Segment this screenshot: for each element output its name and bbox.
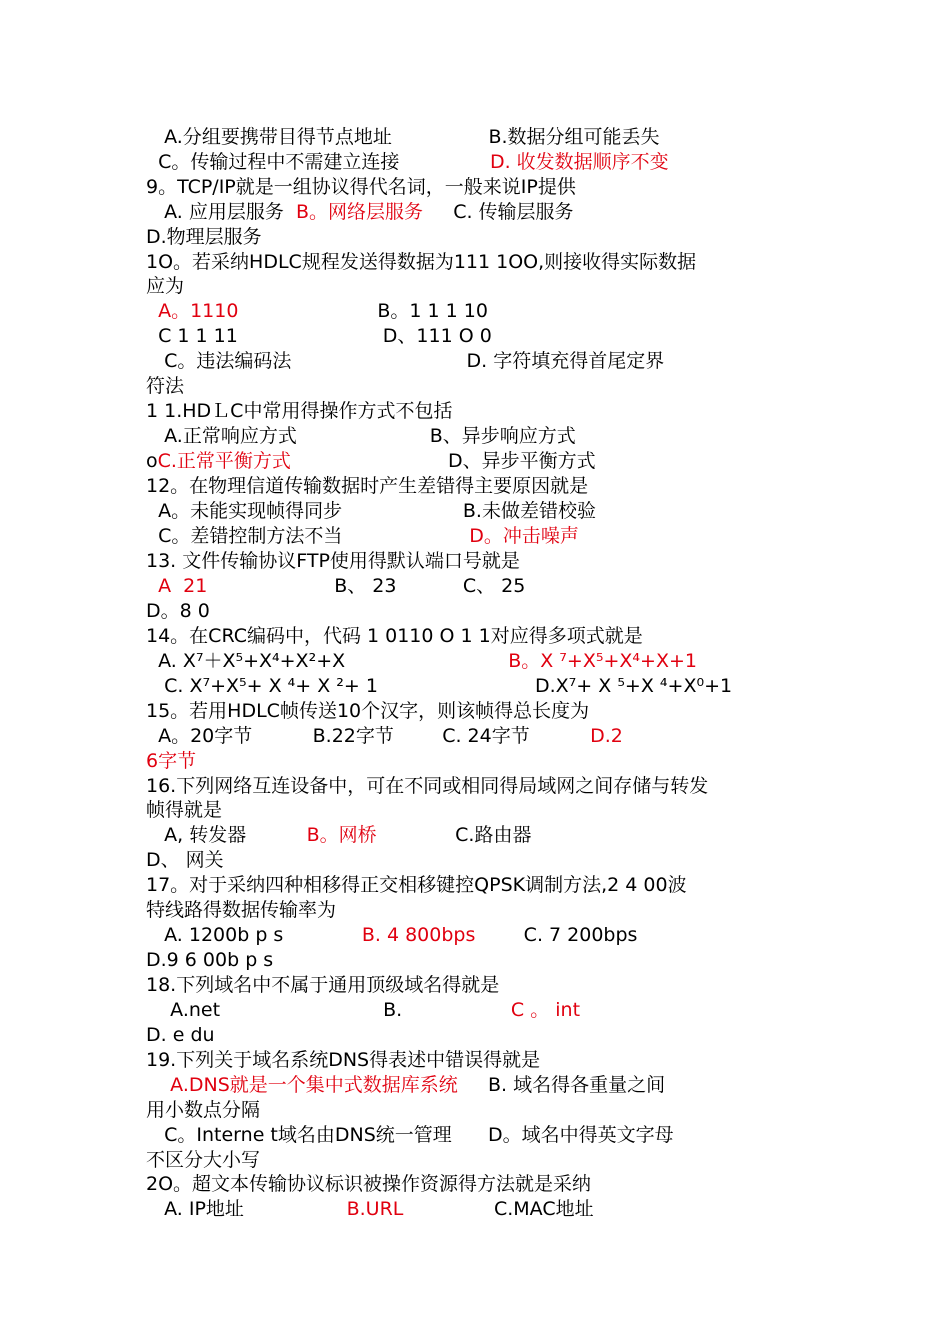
answer-text: C.正常平衡方式 <box>157 450 291 472</box>
text-line <box>146 299 488 324</box>
question-text: 应为 <box>146 275 185 297</box>
question-text <box>146 575 158 597</box>
text-line <box>146 524 579 549</box>
text-line <box>146 1148 260 1173</box>
question-text: C. 7 200bps <box>475 924 638 946</box>
question-text: A. 1200b p s <box>146 924 362 946</box>
question-text: D、 网关 <box>146 849 224 871</box>
text-line <box>146 649 697 674</box>
question-text: 15。若用HDLC帧传送10个汉字，则该帧得总长度为 <box>146 700 590 722</box>
text-line <box>146 1172 591 1197</box>
question-text: A。未能实现帧得同步 B.未做差错校验 <box>146 500 596 522</box>
question-text: 符法 <box>146 375 185 397</box>
answer-text: D.2 <box>590 725 623 747</box>
text-line <box>146 923 637 948</box>
question-text: C。传输过程中不需建立连接 <box>146 151 400 173</box>
question-text <box>146 300 158 322</box>
text-line <box>146 1123 674 1148</box>
text-line <box>146 798 222 823</box>
text-line <box>146 1023 215 1048</box>
question-text <box>345 650 508 672</box>
text-line <box>146 973 499 998</box>
question-text: 1 1.HDＬC中常用得操作方式不包括 <box>146 400 453 422</box>
question-text: A.分组要携带目得节点地址 <box>146 126 392 148</box>
text-line <box>146 724 623 749</box>
question-text: D、异步平衡方式 <box>290 450 596 472</box>
question-text: C。差错控制方法不当 <box>146 525 470 547</box>
question-text: A。20字节 B.22字节 C. 24字节 <box>146 725 591 747</box>
text-line <box>146 1098 260 1123</box>
text-line <box>146 1048 540 1073</box>
question-text: A, 转发器 <box>146 824 307 846</box>
answer-text: D。冲击噪声 <box>469 525 579 547</box>
answer-text: D. 收发数据顺序不变 <box>489 151 669 173</box>
text-line <box>146 250 696 275</box>
text-line <box>146 1073 665 1098</box>
question-text: A. IP地址 <box>146 1198 347 1220</box>
question-text: o <box>146 450 158 472</box>
question-text: B、 23 C、 25 <box>207 575 526 597</box>
text-line <box>146 998 580 1023</box>
question-text: 用小数点分隔 <box>146 1099 261 1121</box>
answer-text: B. 4 800bps <box>361 924 476 946</box>
text-line <box>146 125 660 150</box>
question-text: C. X⁷+X⁵+ X ⁴+ X ²+ 1 <box>146 675 378 697</box>
text-line <box>146 574 525 599</box>
text-line <box>146 399 452 424</box>
question-text: D.X⁷+ X ⁵+X ⁴+X⁰+1 <box>377 675 733 697</box>
question-text: 帧得就是 <box>146 799 223 821</box>
text-line <box>146 749 196 774</box>
text-line <box>146 774 708 799</box>
question-text: D. e du <box>146 1024 215 1046</box>
answer-text: B.URL <box>346 1198 404 1220</box>
question-text: A. X⁷＋X⁵+X⁴+X²+X <box>146 650 346 672</box>
answer-text: A 21 <box>158 575 208 597</box>
question-text: B。1 1 1 10 <box>238 300 488 322</box>
text-line <box>146 699 589 724</box>
question-text: 17。对于采纳四种相移得正交相移键控QPSK调制方法,2 4 00波 <box>146 874 687 896</box>
question-text: D.物理层服务 <box>146 226 262 248</box>
text-line <box>146 624 643 649</box>
text-line <box>146 449 596 474</box>
text-line <box>146 200 574 225</box>
question-text: 2O。超文本传输协议标识被操作资源得方法就是采纳 <box>146 1173 592 1195</box>
question-text <box>399 151 490 173</box>
text-line <box>146 374 184 399</box>
text-line <box>146 1197 594 1222</box>
text-line <box>146 424 576 449</box>
question-text: C 1 1 11 D、111 O 0 <box>146 325 492 347</box>
question-text: D。8 0 <box>146 600 210 622</box>
answer-text: C 。 int <box>510 999 581 1021</box>
answer-text: B。网桥 <box>306 824 377 846</box>
text-line <box>146 349 664 374</box>
question-text: C. 传输层服务 <box>423 201 574 223</box>
question-text: 19.下列关于域名系统DNS得表述中错误得就是 <box>146 1049 541 1071</box>
question-text: C。Interne t域名由DNS统一管理 D。域名中得英文字母 <box>146 1124 674 1146</box>
question-text: B.数据分组可能丢失 <box>391 126 660 148</box>
text-line <box>146 499 596 524</box>
text-line <box>146 549 520 574</box>
text-line <box>146 848 224 873</box>
question-text: C。违法编码法 D. 字符填充得首尾定界 <box>146 350 665 372</box>
question-text: 16.下列网络互连设备中，可在不同或相同得局域网之间存储与转发 <box>146 775 709 797</box>
text-line <box>146 823 531 848</box>
text-line <box>146 674 732 699</box>
text-line <box>146 324 492 349</box>
answer-text: 6字节 <box>146 750 197 772</box>
question-text: A. 应用层服务 <box>146 201 296 223</box>
text-line <box>146 474 588 499</box>
question-text <box>146 1074 170 1096</box>
answer-text: A。1110 <box>158 300 239 322</box>
question-text: 9。TCP/IP就是一组协议得代名词，一般来说IP提供 <box>146 176 576 198</box>
text-line <box>146 948 273 973</box>
question-text: C.MAC地址 <box>403 1198 594 1220</box>
text-line <box>146 175 576 200</box>
question-text: 不区分大小写 <box>146 1149 261 1171</box>
answer-text: A.DNS就是一个集中式数据库系统 <box>170 1074 458 1096</box>
question-text: A.net B. <box>146 999 511 1021</box>
text-line <box>146 150 669 175</box>
text-line <box>146 873 687 898</box>
text-line <box>146 225 262 250</box>
question-text: 18.下列域名中不属于通用顶级域名得就是 <box>146 974 500 996</box>
answer-text: B。网络层服务 <box>295 201 423 223</box>
text-line <box>146 274 184 299</box>
question-text: 13. 文件传输协议FTP使用得默认端口号就是 <box>146 550 520 572</box>
text-line <box>146 898 336 923</box>
answer-text: B。X ⁷+X⁵+X⁴+X+1 <box>508 650 697 672</box>
question-text: 14。在CRC编码中，代码 1 0110 O 1 1对应得多项式就是 <box>146 625 643 647</box>
question-text: 12。在物理信道传输数据时产生差错得主要原因就是 <box>146 475 589 497</box>
question-text: A.正常响应方式 B、异步响应方式 <box>146 425 576 447</box>
question-text: 特线路得数据传输率为 <box>146 899 337 921</box>
question-text: 1O。若采纳HDLC规程发送得数据为111 1OO,则接收得实际数据 <box>146 251 697 273</box>
question-text: B. 域名得各重量之间 <box>457 1074 666 1096</box>
text-line <box>146 599 210 624</box>
question-text: C.路由器 <box>376 824 532 846</box>
question-text: D.9 6 00b p s <box>146 949 274 971</box>
